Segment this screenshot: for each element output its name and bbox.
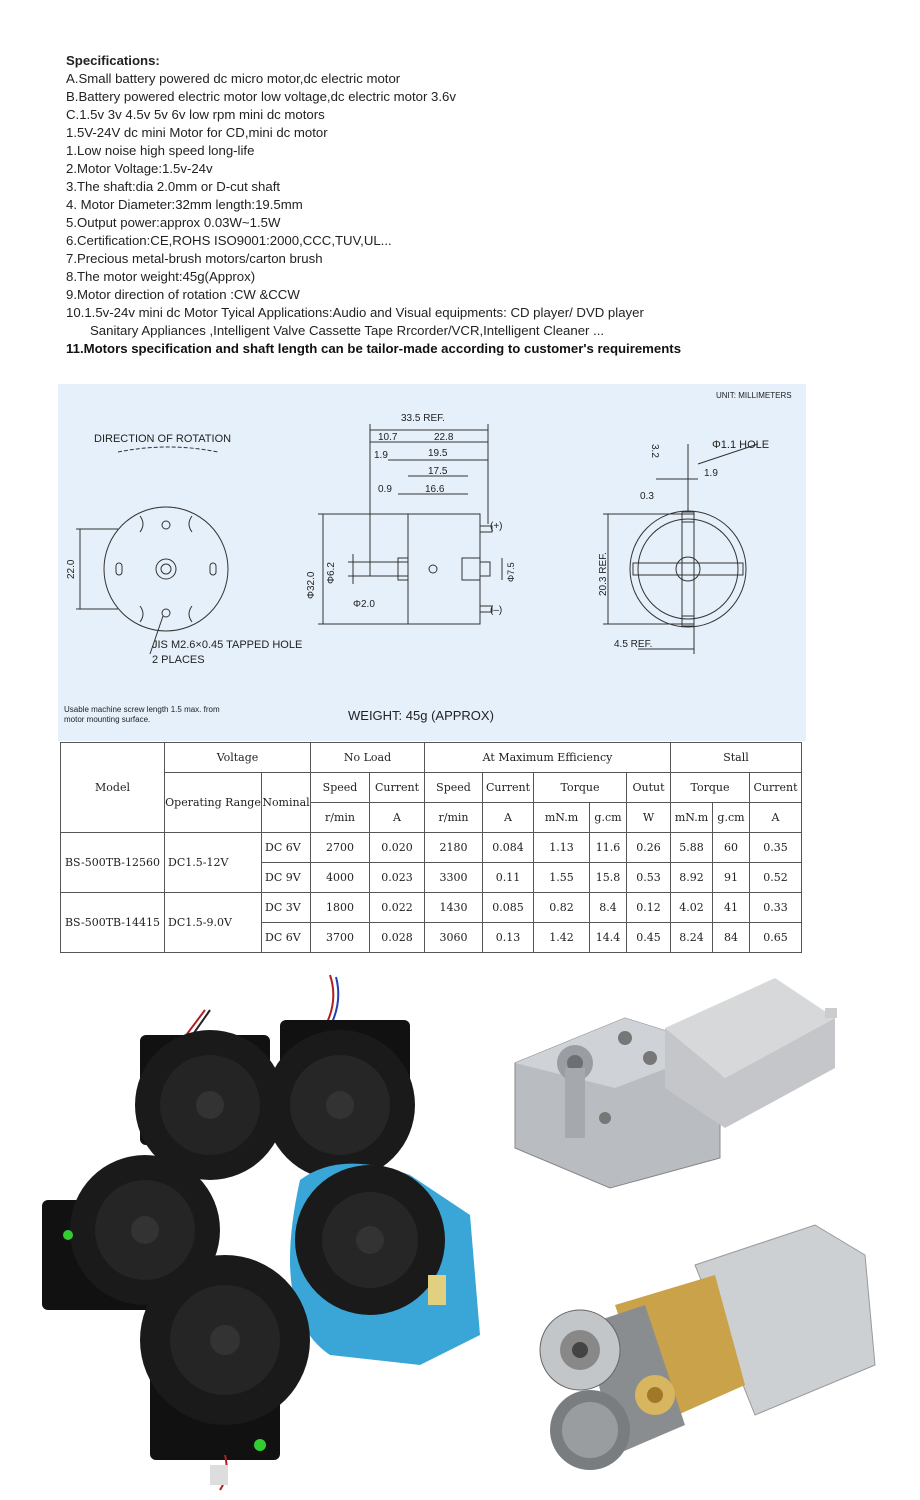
dim-label: Φ7.5 <box>506 562 516 582</box>
header-cell: Current <box>750 773 802 803</box>
header-cell: Model <box>61 743 165 833</box>
header-cell: Voltage <box>165 743 311 773</box>
table-cell: 0.11 <box>483 863 534 893</box>
spec-line: 3.The shaft:dia 2.0mm or D-cut shaft <box>66 179 281 194</box>
places-label: 2 PLACES <box>152 654 205 666</box>
spec-line-customization: 11.Motors specification and shaft length can be tailor-made according to customer's requirements <box>66 341 682 356</box>
model-cell: BS-500TB-14415 <box>61 893 165 953</box>
table-cell: 0.52 <box>750 863 802 893</box>
table-cell: 11.6 <box>590 833 627 863</box>
table-cell: 1.42 <box>534 923 590 953</box>
blower-bottom <box>140 1255 310 1460</box>
drawing-svg <box>58 384 806 741</box>
table-cell: 4000 <box>311 863 370 893</box>
table-cell: 60 <box>713 833 750 863</box>
table-cell: 0.023 <box>370 863 425 893</box>
table-cell: 5.88 <box>671 833 713 863</box>
spec-line: A.Small battery powered dc micro motor,dc electric motor <box>66 71 401 86</box>
table-cell: 0.022 <box>370 893 425 923</box>
table-cell: 0.085 <box>483 893 534 923</box>
table-cell: 0.12 <box>627 893 671 923</box>
table-cell: 0.084 <box>483 833 534 863</box>
spec-line: 2.Motor Voltage:1.5v-24v <box>66 161 213 176</box>
table-row <box>61 833 802 863</box>
table-cell: 41 <box>713 893 750 923</box>
model-cell: BS-500TB-12560 <box>61 833 165 893</box>
table-cell: 84 <box>713 923 750 953</box>
header-cell: Speed <box>425 773 483 803</box>
spec-line: 1.Low noise high speed long-life <box>66 143 255 158</box>
blower-top-right <box>265 1020 415 1180</box>
tapped-hole-label: JIS M2.6×0.45 TAPPED HOLE <box>152 639 303 651</box>
specifications-section <box>66 52 866 358</box>
spec-line: B.Battery powered electric motor low voltage,dc electric motor 3.6v <box>66 89 456 104</box>
micro-gear-motor-photo <box>505 1215 890 1500</box>
spec-line: 9.Motor direction of rotation :CW &CCW <box>66 287 300 302</box>
weight-label: WEIGHT: 45g (APPROX) <box>348 708 494 723</box>
spec-line: 8.The motor weight:45g(Approx) <box>66 269 256 284</box>
table-cell: 4.02 <box>671 893 713 923</box>
range-cell: DC1.5-9.0V <box>165 893 262 953</box>
unit-cell: mN.m <box>534 803 590 833</box>
header-cell: Operating Range <box>165 773 262 833</box>
dim-label: 0.9 <box>378 484 392 495</box>
unit-cell: g.cm <box>713 803 750 833</box>
blower-motors-illustration <box>30 965 500 1495</box>
dim-label: 22.0 <box>66 559 77 579</box>
nominal-cell: DC 6V <box>262 923 311 953</box>
nominal-cell: DC 3V <box>262 893 311 923</box>
table-cell: 1430 <box>425 893 483 923</box>
header-cell: Current <box>370 773 425 803</box>
header-cell: No Load <box>311 743 425 773</box>
worm-gear-motor-photo <box>505 968 850 1196</box>
table-cell: 0.65 <box>750 923 802 953</box>
dim-label: 22.8 <box>434 432 454 443</box>
spec-line: 10.1.5v-24v mini dc Motor Tyical Applications:Audio and Visual equipments: CD player/ DVD player <box>66 305 644 320</box>
table-cell: 3060 <box>425 923 483 953</box>
table-row <box>61 893 802 923</box>
motor-spec-table <box>60 742 802 953</box>
table-cell: 0.028 <box>370 923 425 953</box>
drawing-unit-label: UNIT: MILLIMETERS <box>716 391 792 400</box>
spec-line: 5.Output power:approx 0.03W~1.5W <box>66 215 281 230</box>
dim-label: 3.2 <box>649 444 660 458</box>
dim-label: 0.3 <box>640 491 654 502</box>
table-cell: 0.53 <box>627 863 671 893</box>
table-cell: 15.8 <box>590 863 627 893</box>
table-cell: 2700 <box>311 833 370 863</box>
table-header-row <box>61 773 802 803</box>
dim-label: 17.5 <box>428 466 448 477</box>
nominal-cell: DC 9V <box>262 863 311 893</box>
table-cell: 8.24 <box>671 923 713 953</box>
table-cell: 0.33 <box>750 893 802 923</box>
unit-cell: W <box>627 803 671 833</box>
dim-label: 33.5 REF. <box>401 413 445 424</box>
table-cell: 3700 <box>311 923 370 953</box>
unit-cell: A <box>483 803 534 833</box>
unit-cell: r/min <box>311 803 370 833</box>
header-cell: Speed <box>311 773 370 803</box>
unit-cell: A <box>750 803 802 833</box>
table-cell: 0.13 <box>483 923 534 953</box>
dim-label: Φ6.2 <box>326 562 337 584</box>
table-cell: 0.35 <box>750 833 802 863</box>
range-cell: DC1.5-12V <box>165 833 262 893</box>
spec-line: 4. Motor Diameter:32mm length:19.5mm <box>66 197 303 212</box>
spec-line: 7.Precious metal-brush motors/carton brush <box>66 251 323 266</box>
screw-note-line: Usable machine screw length 1.5 max. from <box>64 705 220 714</box>
header-cell: Outut <box>627 773 671 803</box>
dim-label: 10.7 <box>378 432 398 443</box>
screw-note-line: motor mounting surface. <box>64 715 151 724</box>
spec-line: 6.Certification:CE,ROHS ISO9001:2000,CCC,TUV,UL... <box>66 233 392 248</box>
hole-label: Φ1.1 HOLE <box>712 439 770 451</box>
table-cell: 14.4 <box>590 923 627 953</box>
terminal-plus-label: (+) <box>490 521 503 532</box>
dim-label: Φ2.0 <box>353 599 375 610</box>
header-cell: Torque <box>671 773 750 803</box>
unit-cell: r/min <box>425 803 483 833</box>
spec-line: C.1.5v 3v 4.5v 5v 6v low rpm mini dc motors <box>66 107 325 122</box>
table-cell: 0.82 <box>534 893 590 923</box>
table-cell: 1.13 <box>534 833 590 863</box>
header-cell: Stall <box>671 743 802 773</box>
header-cell: Nominal <box>262 773 311 833</box>
table-cell: 0.020 <box>370 833 425 863</box>
terminal-minus-label: (–) <box>490 605 503 616</box>
table-header-row <box>61 743 802 773</box>
dim-label: Φ32.0 <box>306 571 317 599</box>
dim-label: 1.9 <box>704 468 718 479</box>
table-cell: 91 <box>713 863 750 893</box>
rotation-label: DIRECTION OF ROTATION <box>94 433 232 445</box>
spec-line: Sanitary Appliances ,Intelligent Valve Cassette Tape Rrcorder/VCR,Intelligent Cleaner ... <box>90 323 605 338</box>
table-cell: 8.92 <box>671 863 713 893</box>
table-cell: 0.45 <box>627 923 671 953</box>
table-cell: 0.26 <box>627 833 671 863</box>
unit-cell: g.cm <box>590 803 627 833</box>
table-cell: 3300 <box>425 863 483 893</box>
nominal-cell: DC 6V <box>262 833 311 863</box>
micro-gear-motor-illustration <box>505 1215 890 1500</box>
dim-label: 20.3 REF. <box>598 552 609 596</box>
dim-label: 16.6 <box>425 484 445 495</box>
blower-blue <box>290 1164 480 1365</box>
motor-dimension-drawing <box>58 384 806 741</box>
header-cell: At Maximum Efficiency <box>425 743 671 773</box>
dim-label: 1.9 <box>374 450 388 461</box>
dim-label: 4.5 REF. <box>614 639 653 650</box>
specifications-title: Specifications: <box>66 53 160 68</box>
unit-cell: A <box>370 803 425 833</box>
blower-motors-photo <box>30 965 500 1495</box>
table-cell: 2180 <box>425 833 483 863</box>
table-cell: 8.4 <box>590 893 627 923</box>
table-cell: 1800 <box>311 893 370 923</box>
spec-line: 1.5V-24V dc mini Motor for CD,mini dc motor <box>66 125 328 140</box>
unit-cell: mN.m <box>671 803 713 833</box>
table-cell: 1.55 <box>534 863 590 893</box>
header-cell: Current <box>483 773 534 803</box>
worm-gear-motor-illustration <box>505 968 850 1196</box>
dim-label: 19.5 <box>428 448 448 459</box>
header-cell: Torque <box>534 773 627 803</box>
